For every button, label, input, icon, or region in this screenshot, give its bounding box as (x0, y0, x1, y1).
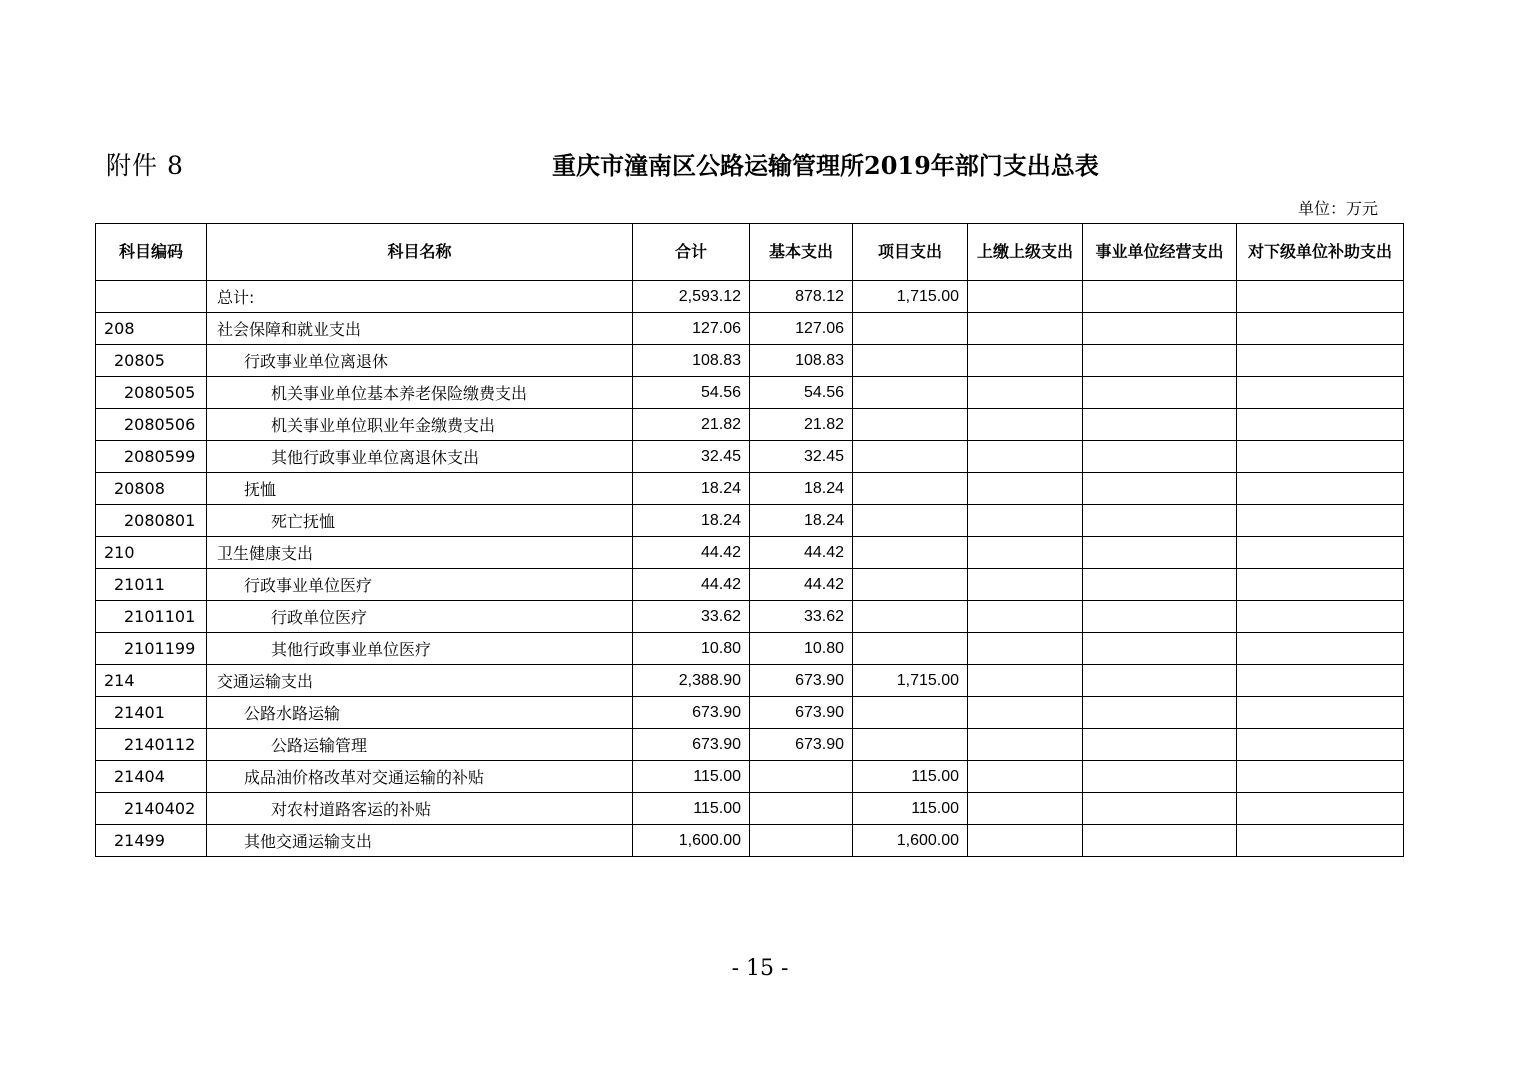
code-cell: 21499 (96, 825, 207, 857)
name-cell: 交通运输支出 (207, 665, 633, 697)
column-header: 事业单位经营支出 (1083, 224, 1237, 281)
total-cell: 115.00 (633, 793, 750, 825)
upper-cell (968, 505, 1083, 537)
project-cell (853, 729, 968, 761)
code-cell: 2140112 (96, 729, 207, 761)
code-cell: 208 (96, 313, 207, 345)
upper-cell (968, 729, 1083, 761)
basic-cell: 18.24 (750, 473, 853, 505)
table-row (96, 729, 1404, 761)
basic-cell (750, 761, 853, 793)
column-header: 科目名称 (207, 224, 633, 281)
table-row (96, 313, 1404, 345)
subsidy-cell (1237, 697, 1404, 729)
code-cell: 21404 (96, 761, 207, 793)
name-cell: 公路水路运输 (207, 697, 633, 729)
basic-cell: 673.90 (750, 665, 853, 697)
upper-cell (968, 377, 1083, 409)
table-row (96, 537, 1404, 569)
name-cell: 行政事业单位医疗 (207, 569, 633, 601)
project-cell: 1,600.00 (853, 825, 968, 857)
project-cell (853, 409, 968, 441)
code-cell: 2080505 (96, 377, 207, 409)
upper-cell (968, 601, 1083, 633)
project-cell (853, 441, 968, 473)
subsidy-cell (1237, 441, 1404, 473)
business-cell (1083, 345, 1237, 377)
project-cell (853, 537, 968, 569)
project-cell (853, 505, 968, 537)
name-cell: 成品油价格改革对交通运输的补贴 (207, 761, 633, 793)
upper-cell (968, 569, 1083, 601)
subsidy-cell (1237, 313, 1404, 345)
project-cell (853, 345, 968, 377)
business-cell (1083, 665, 1237, 697)
subsidy-cell (1237, 281, 1404, 313)
code-cell: 2101101 (96, 601, 207, 633)
project-cell (853, 601, 968, 633)
total-cell: 1,600.00 (633, 825, 750, 857)
subsidy-cell (1237, 409, 1404, 441)
upper-cell (968, 345, 1083, 377)
column-header: 对下级单位补助支出 (1237, 224, 1404, 281)
code-cell: 2080599 (96, 441, 207, 473)
name-cell: 行政单位医疗 (207, 601, 633, 633)
total-cell: 44.42 (633, 569, 750, 601)
table-header-row (96, 224, 1404, 281)
basic-cell: 44.42 (750, 569, 853, 601)
name-cell: 公路运输管理 (207, 729, 633, 761)
name-cell: 卫生健康支出 (207, 537, 633, 569)
column-header: 合计 (633, 224, 750, 281)
code-cell: 2140402 (96, 793, 207, 825)
subsidy-cell (1237, 601, 1404, 633)
total-cell: 2,593.12 (633, 281, 750, 313)
business-cell (1083, 633, 1237, 665)
code-cell: 210 (96, 537, 207, 569)
name-cell: 机关事业单位职业年金缴费支出 (207, 409, 633, 441)
project-cell: 115.00 (853, 793, 968, 825)
basic-cell: 108.83 (750, 345, 853, 377)
total-cell: 673.90 (633, 697, 750, 729)
code-cell: 214 (96, 665, 207, 697)
subsidy-cell (1237, 793, 1404, 825)
column-header: 科目编码 (96, 224, 207, 281)
total-cell: 21.82 (633, 409, 750, 441)
table-row (96, 473, 1404, 505)
business-cell (1083, 761, 1237, 793)
table-row (96, 633, 1404, 665)
expense-table (95, 223, 1404, 857)
total-cell: 32.45 (633, 441, 750, 473)
subsidy-cell (1237, 665, 1404, 697)
upper-cell (968, 313, 1083, 345)
subsidy-cell (1237, 569, 1404, 601)
upper-cell (968, 633, 1083, 665)
table-row (96, 569, 1404, 601)
attachment-label: 附件 8 (106, 151, 184, 180)
column-header: 上缴上级支出 (968, 224, 1083, 281)
project-cell (853, 377, 968, 409)
name-cell: 行政事业单位离退休 (207, 345, 633, 377)
upper-cell (968, 441, 1083, 473)
subsidy-cell (1237, 633, 1404, 665)
basic-cell (750, 793, 853, 825)
project-cell: 1,715.00 (853, 665, 968, 697)
total-cell: 18.24 (633, 473, 750, 505)
business-cell (1083, 505, 1237, 537)
table-row (96, 697, 1404, 729)
basic-cell: 44.42 (750, 537, 853, 569)
business-cell (1083, 313, 1237, 345)
business-cell (1083, 537, 1237, 569)
code-cell: 20805 (96, 345, 207, 377)
total-cell: 115.00 (633, 761, 750, 793)
table-row (96, 377, 1404, 409)
name-cell: 总计: (207, 281, 633, 313)
project-cell: 115.00 (853, 761, 968, 793)
name-cell: 其他行政事业单位医疗 (207, 633, 633, 665)
subsidy-cell (1237, 761, 1404, 793)
total-cell: 44.42 (633, 537, 750, 569)
project-cell: 1,715.00 (853, 281, 968, 313)
basic-cell: 32.45 (750, 441, 853, 473)
business-cell (1083, 281, 1237, 313)
name-cell: 其他交通运输支出 (207, 825, 633, 857)
page-title: 重庆市潼南区公路运输管理所2019年部门支出总表 (552, 151, 1099, 180)
table-row (96, 601, 1404, 633)
subsidy-cell (1237, 729, 1404, 761)
subsidy-cell (1237, 537, 1404, 569)
basic-cell: 878.12 (750, 281, 853, 313)
subsidy-cell (1237, 825, 1404, 857)
project-cell (853, 473, 968, 505)
column-header: 项目支出 (853, 224, 968, 281)
upper-cell (968, 761, 1083, 793)
code-cell: 2101199 (96, 633, 207, 665)
code-cell: 2080801 (96, 505, 207, 537)
basic-cell (750, 825, 853, 857)
business-cell (1083, 697, 1237, 729)
table-row (96, 761, 1404, 793)
table-row (96, 409, 1404, 441)
upper-cell (968, 665, 1083, 697)
total-cell: 54.56 (633, 377, 750, 409)
business-cell (1083, 729, 1237, 761)
business-cell (1083, 473, 1237, 505)
upper-cell (968, 793, 1083, 825)
business-cell (1083, 377, 1237, 409)
total-cell: 108.83 (633, 345, 750, 377)
table-row (96, 505, 1404, 537)
basic-cell: 18.24 (750, 505, 853, 537)
total-cell: 33.62 (633, 601, 750, 633)
total-cell: 18.24 (633, 505, 750, 537)
table-row (96, 281, 1404, 313)
basic-cell: 54.56 (750, 377, 853, 409)
subsidy-cell (1237, 377, 1404, 409)
code-cell (96, 281, 207, 313)
business-cell (1083, 409, 1237, 441)
project-cell (853, 633, 968, 665)
subsidy-cell (1237, 345, 1404, 377)
subsidy-cell (1237, 473, 1404, 505)
project-cell (853, 569, 968, 601)
table-row (96, 441, 1404, 473)
business-cell (1083, 601, 1237, 633)
table-row (96, 825, 1404, 857)
table-row (96, 665, 1404, 697)
page-number: - 15 - (731, 956, 789, 981)
business-cell (1083, 793, 1237, 825)
total-cell: 10.80 (633, 633, 750, 665)
code-cell: 21401 (96, 697, 207, 729)
basic-cell: 33.62 (750, 601, 853, 633)
name-cell: 抚恤 (207, 473, 633, 505)
basic-cell: 673.90 (750, 729, 853, 761)
name-cell: 死亡抚恤 (207, 505, 633, 537)
column-header: 基本支出 (750, 224, 853, 281)
code-cell: 20808 (96, 473, 207, 505)
project-cell (853, 313, 968, 345)
total-cell: 2,388.90 (633, 665, 750, 697)
business-cell (1083, 825, 1237, 857)
table-row (96, 345, 1404, 377)
business-cell (1083, 569, 1237, 601)
table-row (96, 793, 1404, 825)
total-cell: 127.06 (633, 313, 750, 345)
code-cell: 2080506 (96, 409, 207, 441)
upper-cell (968, 825, 1083, 857)
name-cell: 其他行政事业单位离退休支出 (207, 441, 633, 473)
unit-label: 单位：万元 (1297, 199, 1378, 218)
basic-cell: 127.06 (750, 313, 853, 345)
upper-cell (968, 281, 1083, 313)
upper-cell (968, 473, 1083, 505)
name-cell: 社会保障和就业支出 (207, 313, 633, 345)
upper-cell (968, 409, 1083, 441)
subsidy-cell (1237, 505, 1404, 537)
name-cell: 机关事业单位基本养老保险缴费支出 (207, 377, 633, 409)
business-cell (1083, 441, 1237, 473)
project-cell (853, 697, 968, 729)
name-cell: 对农村道路客运的补贴 (207, 793, 633, 825)
basic-cell: 21.82 (750, 409, 853, 441)
basic-cell: 10.80 (750, 633, 853, 665)
upper-cell (968, 697, 1083, 729)
upper-cell (968, 537, 1083, 569)
total-cell: 673.90 (633, 729, 750, 761)
code-cell: 21011 (96, 569, 207, 601)
basic-cell: 673.90 (750, 697, 853, 729)
